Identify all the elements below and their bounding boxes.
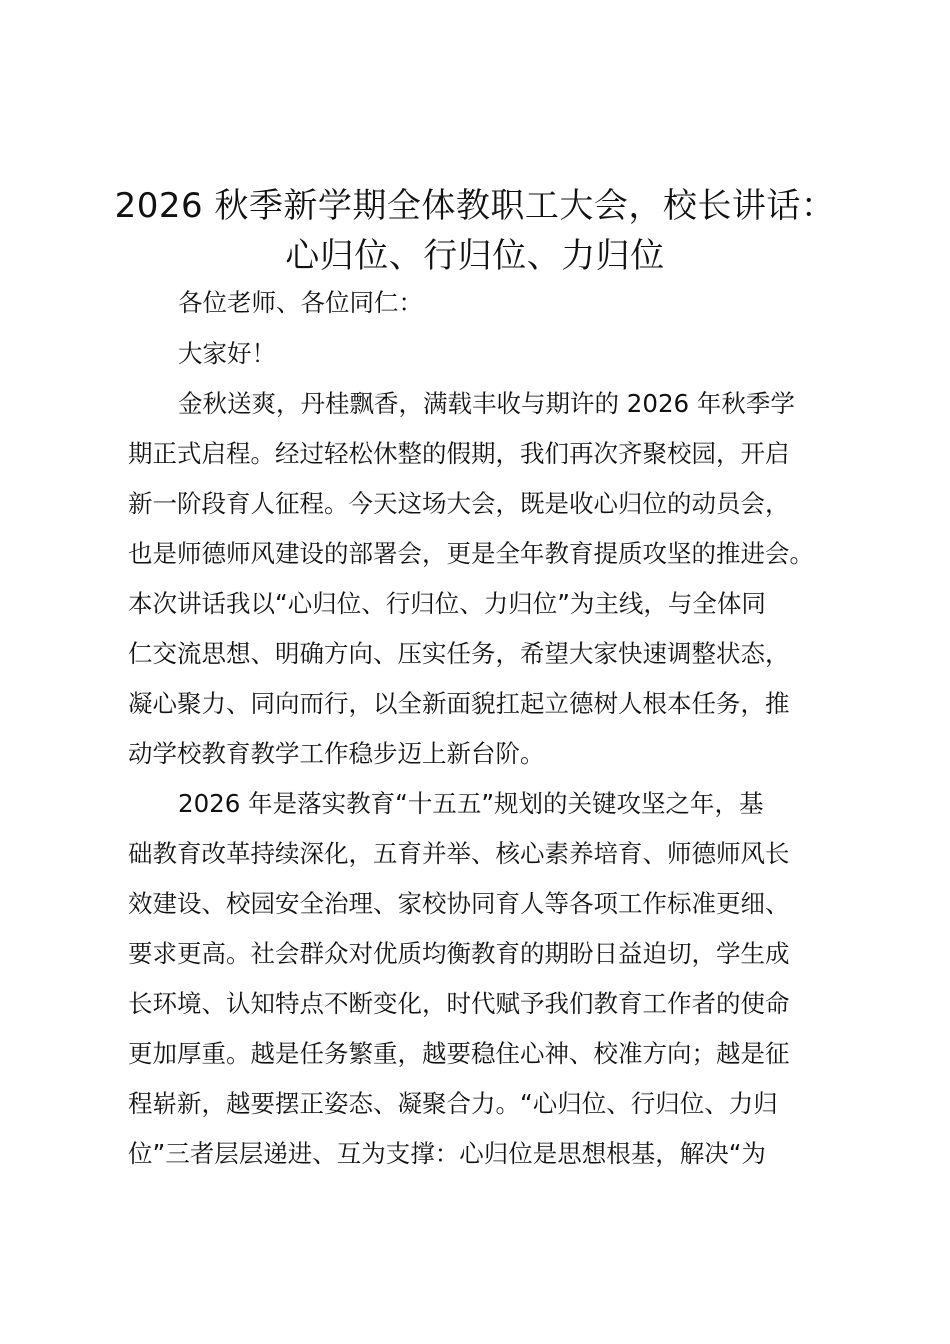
salutation: 各位老师、各位同仁： bbox=[178, 288, 423, 317]
paragraph-line: 效建设、校园安全治理、家校协同育人等各项工作标准更细、 bbox=[128, 889, 790, 918]
paragraph-line: 金秋送爽，丹桂飘香，满载丰收与期许的 2026 年秋季学 bbox=[178, 389, 795, 418]
paragraph-line: 新一阶段育人征程。今天这场大会，既是收心归位的动员会， bbox=[128, 489, 790, 518]
paragraph-line: 要求更高。社会群众对优质均衡教育的期盼日益迫切，学生成 bbox=[128, 939, 790, 968]
paragraph-line: 位”三者层层递进、互为支撑：心归位是思想根基，解决“为 bbox=[128, 1139, 766, 1168]
paragraph-line: 2026 年是落实教育“十五五”规划的关键攻坚之年，基 bbox=[178, 789, 764, 818]
paragraph-line: 动学校教育教学工作稳步迈上新台阶。 bbox=[128, 739, 545, 768]
title-line-1: 2026 秋季新学期全体教职工大会，校长讲话： bbox=[114, 186, 836, 226]
paragraph-line: 凝心聚力、同向而行，以全新面貌扛起立德树人根本任务，推 bbox=[128, 689, 790, 718]
paragraph-line: 更加厚重。越是任务繁重，越要稳住心神、校准方向；越是征 bbox=[128, 1039, 790, 1068]
title-line-2: 心归位、行归位、力归位 bbox=[285, 236, 665, 276]
document-title bbox=[60, 181, 890, 281]
paragraph-line: 本次讲话我以“心归位、行归位、力归位”为主线，与全体同 bbox=[128, 589, 766, 618]
paragraph-line: 仁交流思想、明确方向、压实任务，希望大家快速调整状态， bbox=[128, 639, 790, 668]
paragraph-line: 也是师德师风建设的部署会，更是全年教育提质攻坚的推进会。 bbox=[128, 539, 814, 568]
paragraph-line: 长环境、认知特点不断变化，时代赋予我们教育工作者的使命 bbox=[128, 989, 790, 1018]
paragraph-line: 础教育改革持续深化，五育并举、核心素养培育、师德师风长 bbox=[128, 839, 790, 868]
greeting: 大家好！ bbox=[178, 339, 276, 368]
paragraph-line: 程崭新，越要摆正姿态、凝聚合力。“心归位、行归位、力归 bbox=[128, 1089, 778, 1118]
paragraph-line: 期正式启程。经过轻松休整的假期，我们再次齐聚校园，开启 bbox=[128, 439, 790, 468]
